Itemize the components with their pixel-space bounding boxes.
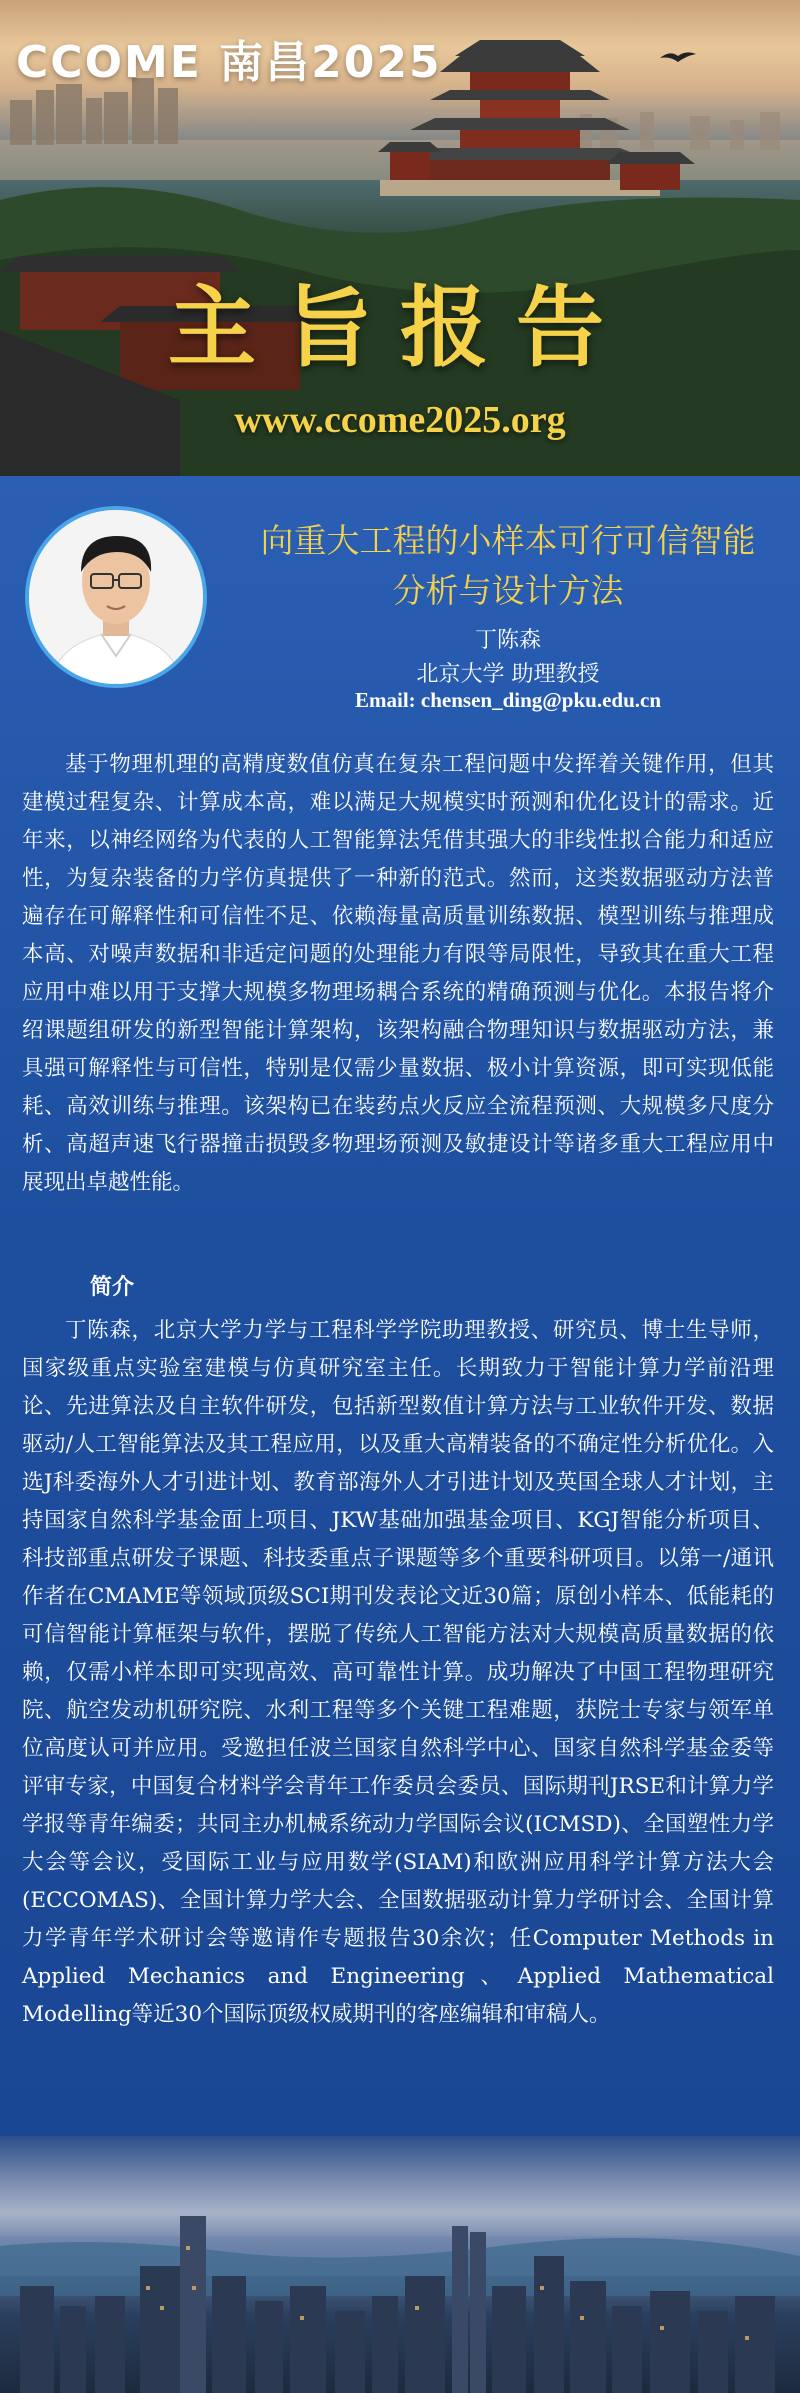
intro-heading: 简介 <box>90 1274 135 1300</box>
talk-title-line2: 分析与设计方法 <box>392 571 624 610</box>
bird-icon <box>660 52 696 62</box>
bio-text: 丁陈森，北京大学力学与工程科学学院助理教授、研究员、博士生导师，国家级重点实验室建模与仿真研究室主任。长期致力于智能计算力学前沿理论、先进算法及自主软件研发，包括新型数值计算方法与工业软件开发、数据驱动/人工智能算法及其工程应用，以及重大高精装备的不确定性分析优化。入选J科委海外人才引进计划、教育部海外人才引进计划及英国全球人才计划，主持国家自然科学基金面上项目、JKW基础加强基金项目、KGJ智能分析项目、科技部重点研发子课题、科技委重点子课题等多个重要科研项目。以第一/通讯作者在CMAME等领域顶级SCI期刊发表论文近30篇；原创小样本、低能耗的可信智能计算框架与软件，摆脱了传统人工智能方法对大规模高质量数据的依赖，仅需小样本即可实现高效、高可靠性计算。成功解决了中国工程物理研究院、航空发动机研究院、水利工程等多个关键工程难题，获院士专家与领军单位高度认可并应用。受邀担任波兰国家自然科学中心、国家自然科学基金委等评审专家，中国复合材料学会青年工作委员会委员、国际期刊JRSE和计算力学学报等青年编委；共同主办机械系统动力学国际会议(ICMSD)、全国塑性力学大会等会议，受国际工业与应用数学(SIAM)和欧洲应用科学计算方法大会(ECCOMAS)、全国计算力学大会、全国数据驱动计算力学研讨会、全国计算力学青年学术研讨会等邀请作专题报告30余次；任Computer Methods in Applied Mechanics and Engineering、Applied Mathematical Modelling等近30个国际顶级权威期刊的客座编辑和审稿人。 <box>22 1318 774 2027</box>
speaker-photo <box>29 510 203 684</box>
event-brand: CCOME 南昌2025 <box>16 37 442 88</box>
city-skyline <box>0 2136 800 2393</box>
speaker-name: 丁陈森 <box>474 628 541 653</box>
speaker-affiliation: 北京大学 助理教授 <box>416 662 600 687</box>
website-link[interactable]: www.ccome2025.org <box>234 399 566 441</box>
talk-title <box>228 516 788 616</box>
keynote-title: 主旨报告 <box>167 275 632 379</box>
main-content <box>0 476 800 2136</box>
header-banner <box>0 0 800 476</box>
speaker-avatar <box>25 506 207 688</box>
talk-title-line1: 向重大工程的小样本可行可信智能 <box>260 521 756 560</box>
speaker-email[interactable]: Email: chensen_ding@pku.edu.cn <box>354 688 662 712</box>
abstract-text: 基于物理机理的高精度数值仿真在复杂工程问题中发挥着关键作用，但其建模过程复杂、计算成本高，难以满足大规模实时预测和优化设计的需求。近年来，以神经网络为代表的人工智能算法凭借其强大的非线性拟合能力和适应性，为复杂装备的力学仿真提供了一种新的范式。然而，这类数据驱动方法普遍存在可解释性和可信性不足、依赖海量高质量训练数据、模型训练与推理成本高、对噪声数据和非适定问题的处理能力有限等局限性，导致其在重大工程应用中难以用于支撑大规模多物理场耦合系统的精确预测与优化。本报告将介绍课题组研发的新型智能计算架构，该架构融合物理知识与数据驱动方法，兼具强可解释性与可信性，特别是仅需少量数据、极小计算资源，即可实现低能耗、高效训练与推理。该架构已在装药点火反应全流程预测、大规模多尺度分析、高超声速飞行器撞击损毁多物理场预测及敏捷设计等诸多重大工程应用中展现出卓越性能。 <box>22 752 774 1195</box>
footer-cityscape <box>0 2136 800 2393</box>
speaker-info <box>228 624 788 692</box>
